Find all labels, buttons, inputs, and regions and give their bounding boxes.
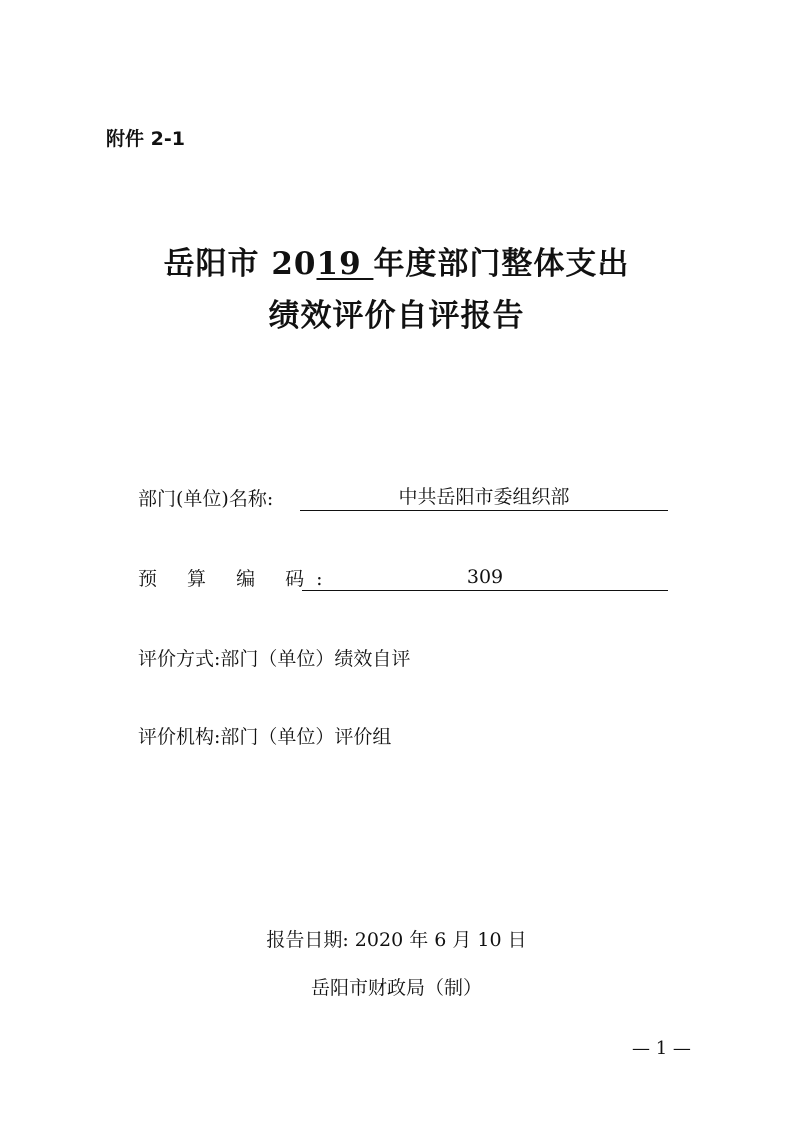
attachment-label: 附件 2-1 <box>106 128 185 150</box>
report-title-line2: 绩效评价自评报告 <box>268 298 525 334</box>
issuer: 岳阳市财政局（制） <box>310 977 482 999</box>
budget-code-value: 309 <box>302 564 668 591</box>
dept-name-label: 部门(单位)名称: <box>138 488 274 510</box>
title-suffix: 年度部门整体支出 <box>373 246 630 282</box>
title-year: 19 <box>316 246 374 282</box>
evaluation-org: 评价机构:部门（单位）评价组 <box>138 726 392 748</box>
report-date: 报告日期: 2020 年 6 月 10 日 <box>266 929 527 951</box>
title-prefix: 岳阳市 20 <box>163 246 317 282</box>
budget-code-label: 预 算 编 码: <box>138 568 335 590</box>
evaluation-method: 评价方式:部门（单位）绩效自评 <box>138 648 411 670</box>
report-title-line1 <box>0 238 793 283</box>
dept-name-value: 中共岳阳市委组织部 <box>300 484 668 511</box>
page-number: — 1 — <box>632 1038 691 1059</box>
